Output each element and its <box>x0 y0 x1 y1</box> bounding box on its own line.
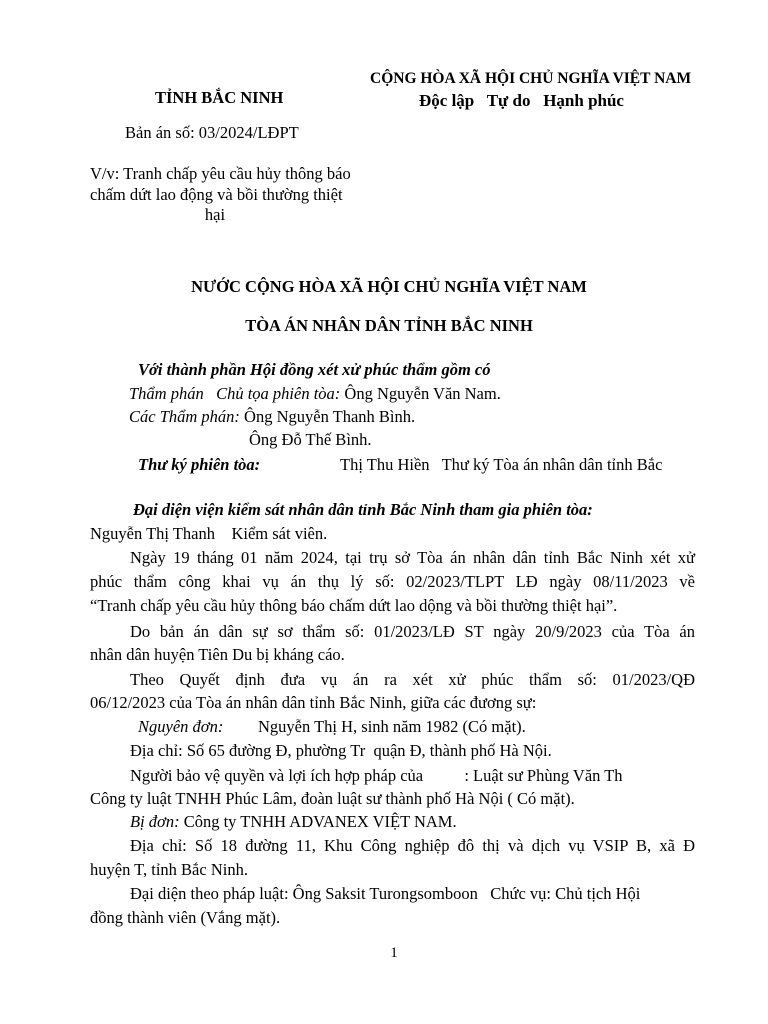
clerk-value: Thị Thu Hiền Thư ký Tòa án nhân dân tỉnh Bắc <box>340 455 663 474</box>
presiding-value: Ông Nguyễn Văn Nam. <box>340 384 501 403</box>
national-motto: Độc lập Tự do Hạnh phúc <box>419 91 624 110</box>
paragraph-line: “Tranh chấp yêu cầu hủy thông báo chấm dứt lao dộng và bồi thường thiệt hại”. <box>90 596 618 615</box>
subject-line: chấm dứt lao động và bồi thường thiệt <box>90 185 343 204</box>
court-title: TÒA ÁN NHÂN DÂN TỈNH BẮC NINH <box>245 316 533 335</box>
clerk <box>138 455 260 475</box>
judges-value-2: Ông Đỗ Thế Bình. <box>249 430 372 449</box>
paragraph-line: phúc thẩm công khai vụ án thụ lý số: 02/2023/TLPT LĐ ngày 08/11/2023 về <box>90 572 695 591</box>
representative-line: Đại diện theo pháp luật: Ông Saksit Turongsomboon Chức vụ: Chủ tịch Hội <box>130 884 641 903</box>
representative-line: đồng thành viên (Vắng mặt). <box>90 908 281 927</box>
clerk-label: Thư ký phiên tòa: <box>138 455 261 474</box>
judges <box>129 407 415 427</box>
plaintiff <box>138 717 223 737</box>
country-title: NƯỚC CỘNG HÒA XÃ HỘI CHỦ NGHĨA VIỆT NAM <box>191 277 587 296</box>
paragraph-line: Do bản án dân sự sơ thẩm số: 01/2023/LĐ ST ngày 20/9/2023 của Tòa án <box>130 622 695 641</box>
judges-value: Ông Nguyễn Thanh Bình. <box>239 407 416 426</box>
plaintiff-label: Nguyên đơn: <box>138 717 224 736</box>
subject-line: V/v: Tranh chấp yêu cầu hủy thông báo <box>90 164 351 183</box>
panel-heading: Với thành phần Hội đồng xét xử phúc thẩm gồm có <box>138 360 491 379</box>
subject-line: hại <box>204 205 226 224</box>
presiding-label: Thẩm phán Chủ tọa phiên tòa: <box>129 384 341 403</box>
republic-heading: CỘNG HÒA XÃ HỘI CHỦ NGHĨA VIỆT NAM <box>370 70 692 87</box>
judges-label: Các Thẩm phán: <box>129 407 240 426</box>
plaintiff-address: Địa chỉ: Số 65 đường Đ, phường Tr quận Đ, thành phố Hà Nội. <box>130 741 552 760</box>
prosecutor-line: Nguyễn Thị Thanh Kiểm sát viên. <box>90 524 328 543</box>
case-number: Bản án số: 03/2024/LĐPT <box>125 123 299 142</box>
paragraph-line: Ngày 19 tháng 01 năm 2024, tại trụ sở Tòa án nhân dân tỉnh Bắc Ninh xét xử <box>130 548 695 567</box>
protector-line: Người bảo vệ quyền và lợi ích hợp pháp của : Luật sư Phùng Văn Th <box>130 766 623 785</box>
paragraph-line: nhân dân huyện Tiên Du bị kháng cáo. <box>90 645 345 664</box>
plaintiff-value: Nguyễn Thị H, sinh năm 1982 (Có mặt). <box>258 717 526 736</box>
paragraph-line: Theo Quyết định đưa vụ án ra xét xử phúc thẩm số: 01/2023/QĐ <box>130 670 695 689</box>
province-name: TỈNH BẮC NINH <box>155 88 284 107</box>
defendant-label: Bị đơn: <box>130 812 180 831</box>
page-number: 1 <box>390 945 398 961</box>
protector-line: Công ty luật TNHH Phúc Lâm, đoàn luật sư thành phố Hà Nội ( Có mặt). <box>90 789 575 808</box>
defendant-address-line: huyện T, tỉnh Bắc Ninh. <box>90 860 248 879</box>
defendant <box>130 812 457 832</box>
paragraph-line: 06/12/2023 của Tòa án nhân dân tỉnh Bắc Ninh, giữa các đương sự: <box>90 693 537 712</box>
presiding-judge <box>129 384 501 404</box>
defendant-address-line: Địa chỉ: Số 18 đường 11, Khu Công nghiệp đô thị và dịch vụ VSIP B, xã Đ <box>130 836 695 855</box>
defendant-value: Công ty TNHH ADVANEX VIỆT NAM. <box>179 812 457 831</box>
prosecutor-heading: Đại diện viện kiểm sát nhân dân tỉnh Bắc Ninh tham gia phiên tòa: <box>133 500 593 519</box>
